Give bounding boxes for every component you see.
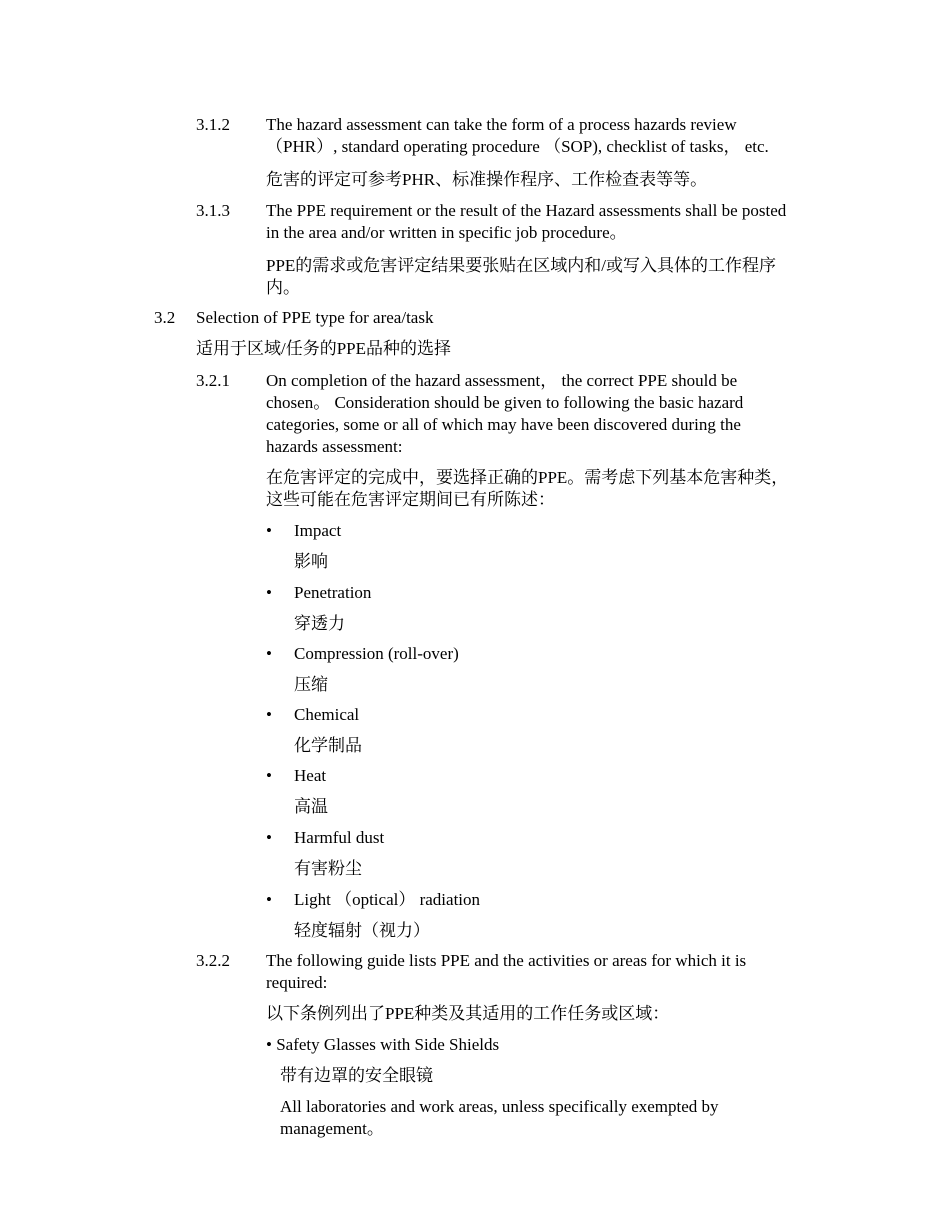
section-text-en: required:: [266, 973, 328, 992]
section-number: 3.1.2: [196, 115, 230, 134]
section-text-zh: 危害的评定可参考PHR、标准操作程序、工作检查表等等。: [266, 170, 708, 189]
list-item-en: Impact: [294, 521, 342, 540]
ppe-item-desc: All laboratories and work areas, unless specifically exempted by: [280, 1097, 719, 1116]
section-text-zh: PPE的需求或危害评定结果要张贴在区域内和/或写入具体的工作程序: [266, 256, 777, 275]
section-number: 3.1.3: [196, 201, 230, 220]
bullet-icon: •: [266, 828, 272, 847]
section-text-en: The hazard assessment can take the form of a process hazards review: [266, 115, 737, 134]
list-item-zh: 压缩: [294, 675, 328, 694]
bullet-icon: •: [266, 890, 272, 909]
list-item-zh: 穿透力: [294, 614, 345, 633]
section-text-en: The PPE requirement or the result of the Hazard assessments shall be posted: [266, 201, 787, 220]
ppe-item-zh: 带有边罩的安全眼镜: [280, 1066, 433, 1085]
bullet-icon: •: [266, 644, 272, 663]
section-heading-en: Selection of PPE type for area/task: [196, 308, 434, 327]
section-text-zh: 在危害评定的完成中，要选择正确的PPE。需考虑下列基本危害种类，: [266, 468, 789, 487]
list-item-en: Penetration: [294, 583, 372, 602]
section-number: 3.2.2: [196, 951, 230, 970]
section-text-en: in the area and/or written in specific job procedure。: [266, 223, 627, 242]
section-text-en: （PHR）, standard operating procedure （SOP), checklist of tasks， etc.: [266, 137, 769, 156]
section-number: 3.2: [154, 308, 176, 327]
section-text-en: The following guide lists PPE and the activities or areas for which it is: [266, 951, 747, 970]
section-text-en: hazards assessment:: [266, 437, 403, 456]
list-item-zh: 高温: [294, 797, 328, 816]
section-heading-zh: 适用于区域/任务的PPE品种的选择: [196, 339, 452, 358]
section-text-zh: 以下条例列出了PPE种类及其适用的工作任务或区域：: [266, 1004, 670, 1023]
section-text-en: On completion of the hazard assessment， the correct PPE should be: [266, 371, 738, 390]
bullet-icon: •: [266, 705, 272, 724]
section-text-zh: 这些可能在危害评定期间已有所陈述：: [266, 490, 555, 509]
ppe-item-desc: management。: [280, 1119, 384, 1138]
list-item-zh: 化学制品: [294, 736, 362, 755]
section-text-zh: 内。: [266, 278, 300, 297]
list-item-en: Heat: [294, 766, 327, 785]
list-item-zh: 影响: [294, 552, 328, 571]
section-number: 3.2.1: [196, 371, 230, 390]
list-item-en: Compression (roll-over): [294, 644, 459, 663]
ppe-item-title: • Safety Glasses with Side Shields: [266, 1035, 500, 1054]
list-item-zh: 有害粉尘: [294, 859, 362, 878]
bullet-icon: •: [266, 766, 272, 785]
section-text-en: chosen。 Consideration should be given to following the basic hazard: [266, 393, 744, 412]
bullet-icon: •: [266, 583, 272, 602]
section-text-en: categories, some or all of which may have been discovered during the: [266, 415, 741, 434]
list-item-zh: 轻度辐射（视力）: [294, 921, 430, 940]
list-item-en: Harmful dust: [294, 828, 385, 847]
bullet-icon: •: [266, 521, 272, 540]
list-item-en: Light （optical） radiation: [294, 890, 481, 909]
list-item-en: Chemical: [294, 705, 360, 724]
